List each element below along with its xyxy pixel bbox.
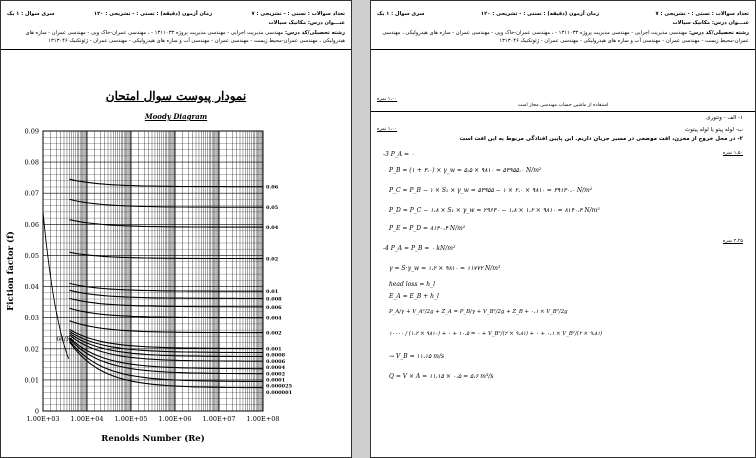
y-tick-label: 0.08 (24, 158, 39, 167)
major-list: مهندسی مدیریت اجرایی - مهندسی مدیریت پروژه ۱۳۱۱۰۳۳ - ، مهندسی عمران-خاک وپی - مهندسی عمران - سازه های هیدرولیکی ، مهندسی عمران-محیط زیست - مهندسی عمران - مهندسی آب و سازه های هیدرولیکی - مهندسی عمران - ژئوتکنیک ۱۳۱۳۰۴۶ (382, 30, 749, 44)
roughness-label: 0.000001 (266, 389, 293, 396)
x-tick-label: 1.00E+04 (70, 415, 104, 423)
q4-line-8: Q = V × A = ۱۱،۱۵ × ۰،۵ = ۵،۶ m³/s (389, 373, 494, 380)
attachment-title: نمودار پیوست سوال امتحان (105, 89, 247, 103)
roughness-label: 0.0008 (266, 352, 286, 359)
roughness-label: 0.06 (266, 184, 279, 191)
roughness-label: 0.004 (266, 315, 282, 322)
q3-line-2: P_B = (۱ + ۳،۰) × γ_w = ۵،۵ × ۹۸۱۰ = ۵۳۹۵۵،۰ N/m² (389, 167, 542, 174)
laminar-label: 64/Re (56, 336, 75, 343)
y-tick-label: 0.07 (24, 189, 39, 198)
y-tick-label: 0 (34, 407, 39, 416)
roughness-label: 0.0002 (266, 371, 286, 378)
y-tick-label: 0.04 (24, 283, 39, 292)
roughness-label: 0.0001 (266, 377, 286, 384)
q4-line-1: -4 P_A = P_B = ۰ kN/m² (383, 245, 456, 252)
roughness-label: 0.000025 (266, 383, 293, 390)
exam-time: زمان آزمون (دقیقه) : تستی : - تشریحی : ۱۲۰ (93, 11, 213, 17)
y-axis-label: Fiction factor (f) (6, 231, 16, 311)
roughness-label: 0.006 (266, 304, 282, 311)
x-axis-label: Renolds Number (Re) (101, 434, 205, 444)
q4-line-7: → V_B = ۱۱،۱۵ m/s (389, 353, 445, 360)
q1-answer-a: ۱- الف - ونتوری (706, 115, 743, 121)
q1-answer-b: ب- لوله پیتو یا لوله پیتوت (685, 127, 743, 133)
q4-line-3: head loss = h_l (389, 281, 436, 288)
roughness-label: 0.02 (266, 256, 279, 263)
question-series: سری سوال : ۱ یک (7, 11, 55, 17)
divider (371, 111, 755, 112)
roughness-label: 0.001 (266, 346, 282, 353)
q4-line-6: ۱۰۰۰۰ / (۱،۲ × ۹۸۱۰) + ۰ + ۱۰،۵ = ۰ + V_B²/(۲ × ۹،۸۱) + ۰ + ۰،۱ × V_B²/(۲ × ۹،۸۱) (389, 331, 603, 337)
question-count: تعداد سوالات : تستی : - تشریحی : ۷ (655, 11, 749, 17)
y-tick-label: 0.06 (24, 220, 39, 229)
q2-score: ۱،۰۰ نمره (377, 127, 398, 132)
roughness-label: 0.002 (266, 330, 282, 337)
y-tick-label: 0.05 (24, 251, 39, 260)
course-title: عنـــوان درس: مکانیک سیالات (268, 20, 345, 26)
roughness-label: 0.0004 (266, 365, 286, 372)
major-label: رشته تحصیلی/کد درس: (284, 30, 345, 36)
question-count: تعداد سوالات : تستی : - تشریحی : ۷ (251, 11, 345, 17)
x-tick-label: 1.00E+07 (202, 415, 236, 423)
roughness-label: 0.05 (266, 205, 279, 212)
q1-score: ۱،۰۰ نمره (377, 97, 398, 102)
right-page (370, 0, 756, 458)
y-tick-label: 0.01 (24, 376, 39, 385)
course-title: عنـــوان درس: مکانیک سیالات (672, 20, 749, 26)
left-page-header (1, 1, 351, 50)
major-label: رشته تحصیلی/کد درس: (688, 30, 749, 36)
right-page-header (371, 1, 755, 50)
q4-line-5: P_A/γ + V_A²/2g + Z_A = P_B/γ + V_B²/2g + Z_B + ۰،۱ × V_B²/2g (389, 309, 568, 315)
major-list: مهندسی مدیریت اجرایی - مهندسی مدیریت پروژه ۱۳۱۱۰۳۳ - ، مهندسی عمران-خاک وپی - مهندسی عمران - سازه های هیدرولیکی ، مهندسی عمران-محیط زیست - مهندسی عمران - مهندسی آب و سازه های هیدرولیکی - مهندسی عمران - ژئوتکنیک ۱۳۱۳۰۴۶ (25, 30, 345, 44)
q4-score: ۲،۲۵ نمره (722, 239, 743, 244)
q3-score: ۱،۵۰ نمره (722, 151, 743, 156)
q2-answer: ۲- در محل خروج از مخزن، افت موضعی در مسیر جریان داریم. این پایین افتادگی مربوط به این افت است (459, 136, 743, 142)
question-series: سری سوال : ۱ یک (377, 11, 425, 17)
y-tick-label: 0.02 (24, 345, 39, 354)
calculator-note: استفاده از ماشین حساب مهندسی مجاز است (517, 103, 609, 108)
x-tick-label: 1.00E+05 (114, 415, 148, 423)
roughness-label: 0.04 (266, 225, 279, 232)
exam-time: زمان آزمون (دقیقه) : تستی : - تشریحی : ۱۲۰ (480, 11, 600, 17)
q4-line-4: E_A = E_B + h_l (389, 293, 439, 300)
y-tick-label: 0.09 (24, 127, 39, 136)
x-tick-label: 1.00E+06 (158, 415, 192, 423)
q4-line-2: γ = S·γ_w = ۱،۲ × ۹۸۱۰ = ۱۱۷۷۲ N/m³ (389, 265, 501, 272)
x-tick-label: 1.00E+08 (246, 415, 280, 423)
moody-chart (1, 125, 351, 455)
q3-line-4: P_D = P_C − ۱،۸ × S₁ × γ_w = ۲۹۶۳۰ − ۱،۸ × ۱،۲ × ۹۸۱۰ = ۸۱۴۰،۴ N/m² (389, 207, 600, 214)
q3-line-3: P_C = P_B − ۱ × S₁ × γ_w = ۵۳۹۵۵ − ۱ × ۲،۰ × ۹۸۱۰ = ۳۹۱۳۰،۰ N/m² (389, 187, 593, 194)
roughness-label: 0.0006 (266, 358, 286, 365)
moody-subtitle: Moody Diagram (144, 112, 208, 121)
y-tick-label: 0.03 (24, 314, 39, 323)
left-page (0, 0, 352, 458)
roughness-label: 0.008 (266, 296, 282, 303)
q3-line-1: -3 P_A = ۰ (383, 151, 415, 158)
q3-line-5: P_E = P_D = ۸۱۴۰،۴ N/m² (389, 225, 466, 232)
roughness-label: 0.01 (266, 289, 279, 296)
x-tick-label: 1.00E+03 (26, 415, 60, 423)
